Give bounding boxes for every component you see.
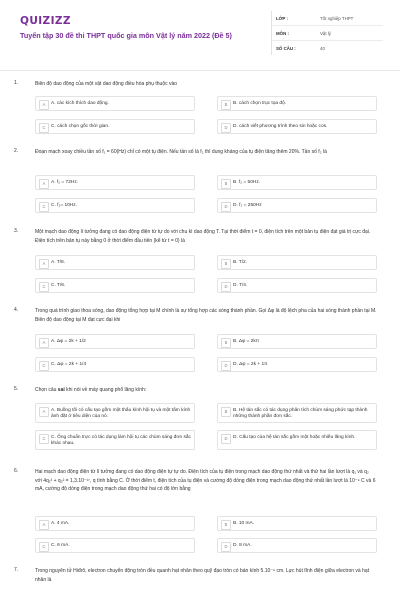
option-text: D. 8 mA. (233, 543, 252, 548)
option-letter: A (39, 520, 49, 530)
meta-key: SỐ CÂU : (276, 45, 296, 51)
option-text: D. Cấu tạo của hệ tán sắc gồm một hoặc nhiều lăng kính. (233, 435, 356, 440)
question-text-pre: Chọn câu (35, 387, 58, 393)
option-b[interactable] (217, 516, 377, 531)
option-b[interactable] (217, 96, 377, 111)
question-number: 5. (14, 386, 19, 392)
meta-table (271, 11, 383, 55)
question-number: 2. (14, 148, 19, 154)
option-text: D. cách viết phương trình theo sin hoặc cos. (233, 124, 328, 129)
option-text: B. T/2. (233, 260, 248, 265)
question-text-post: khi nói về máy quang phổ lăng kính: (64, 387, 147, 393)
meta-value: 40 (320, 45, 325, 51)
option-letter: C (39, 361, 49, 371)
option-text: B. f₂ = 50Hz. (233, 180, 261, 185)
document-title: Tuyển tập 30 đề thi THPT quốc gia môn Vật lý năm 2022 (Đề 5) (20, 31, 232, 40)
option-text: B. 10 mA. (233, 521, 255, 526)
option-letter: A (39, 100, 49, 110)
option-text: D. T/4. (233, 283, 248, 288)
option-letter: A (39, 338, 49, 348)
option-letter: C (39, 542, 49, 552)
option-text: B. Δφ = 2kπ (233, 339, 260, 344)
option-letter: D (221, 282, 231, 292)
option-letter: D (221, 434, 231, 444)
option-text: A. Buồng tối có cấu tạo gồm một thấu kính hội tụ và một tấm kính ảnh đặt ở tiêu diện của nó. (51, 408, 191, 419)
question-text: Đoạn mạch xoay chiều tần số f₁ = 60(Hz) chỉ có một tụ điện. Nếu tần số là f₂ thì dung kháng của tụ điện tăng thêm 20%. Tần số f₂ là (35, 149, 327, 155)
option-text: A. T/8. (51, 260, 66, 265)
question-text-emphasis: sai (57, 387, 65, 393)
option-letter: C (39, 202, 49, 212)
meta-value: Vật lý (320, 30, 331, 36)
question-number: 4. (14, 307, 19, 313)
option-b[interactable] (217, 334, 377, 349)
option-a[interactable] (35, 175, 195, 190)
question-text: Trong quá trình giao thoa sóng, dao động tổng hợp tại M chính là sự tổng hợp các sóng thành phần. Gọi Δφ là độ lệch pha của hai sóng thành phần tại M. Biên độ dao động tại M đạt cực đại khi (35, 308, 377, 323)
quizizz-logo: QUIZIZZ (20, 15, 71, 27)
option-b[interactable] (217, 175, 377, 190)
option-text: A. 4 mA. (51, 521, 70, 526)
question-text: Trong nguyên tử Hiđrô, electron chuyển động tròn đều quanh hạt nhân theo quỹ đạo tròn có bán kính 5.10⁻⁹ cm. Lực hút tĩnh điện giữa electron và hạt nhân là (35, 568, 370, 583)
option-c[interactable] (35, 119, 195, 134)
option-d[interactable] (217, 278, 377, 293)
question-text: Một mạch dao động lí tưởng đang có dao động điện từ tự do với chu kì dao động T. Tại thời điểm t = 0, điện tích trên một bản tụ điện đạt giá trị cực đại. Điện tích trên bản tụ này bằng 0 ở thời điểm đầu tiên (kể từ t = 0) là (35, 229, 371, 244)
option-d[interactable] (217, 357, 377, 372)
question-text: Biên độ dao động của một vật dao động điều hòa phụ thuộc vào (35, 81, 178, 87)
option-letter: C (39, 123, 49, 133)
meta-row-class (272, 11, 383, 26)
option-text: C. f₂= 10Hz. (51, 203, 77, 208)
option-d[interactable] (217, 198, 377, 213)
option-b[interactable] (217, 403, 377, 423)
option-text: D. Δφ = 2k + 1π (233, 362, 268, 367)
option-d[interactable] (217, 538, 377, 553)
question-text (35, 386, 377, 395)
header-divider (0, 70, 400, 71)
option-letter: B (221, 100, 231, 110)
option-a[interactable] (35, 403, 195, 423)
option-letter: A (39, 407, 49, 417)
option-letter: B (221, 520, 231, 530)
option-letter: D (221, 542, 231, 552)
option-letter: D (221, 123, 231, 133)
meta-key: LỚP : (276, 15, 288, 21)
option-letter: B (221, 407, 231, 417)
question-number: 7. (14, 567, 19, 573)
option-text: B. cách chọn trục tọa độ. (233, 101, 287, 106)
question-number: 3. (14, 228, 19, 234)
option-a[interactable] (35, 516, 195, 531)
option-c[interactable] (35, 538, 195, 553)
option-text: B. Hệ tán sắc có tác dụng phân tích chùm sáng phức tạp thành những thành phần đơn sắc. (233, 408, 368, 419)
meta-row-count (272, 41, 383, 55)
option-text: C. Δφ = 2k + 1/4 (51, 362, 87, 367)
option-letter: D (221, 202, 231, 212)
option-text: A. Δφ = 2k + 1/2 (51, 339, 86, 344)
meta-key: MÔN : (276, 30, 289, 36)
option-text: C. T/6. (51, 283, 66, 288)
option-c[interactable] (35, 430, 195, 450)
option-letter: B (221, 338, 231, 348)
option-text: A. f₂ = 72Hz. (51, 180, 79, 185)
option-a[interactable] (35, 96, 195, 111)
question-text: Hai mạch dao động điện từ lí tưởng đang có dao động điện tự tự do. Điện tích của tụ điện trong mạch dao động thứ nhất và thứ hai lần lượt là q₁ và q₂ với 4q₁² + q₂² = 1,3.10⁻¹⁷, q tính bằng C. Ở thời điểm t, điện tích của tụ điện và cường độ dòng điện trong mạch dao động thứ nhất lần lượt là 10⁻⁹ C và 6 mA, cường độ dòng điện trong mạch dao động thứ hai có độ lớn bằng (35, 469, 376, 493)
option-text: A. các kích thích dao động. (51, 101, 109, 106)
option-text: C. 6 mA. (51, 543, 70, 548)
option-d[interactable] (217, 430, 377, 450)
question-number: 1. (14, 80, 19, 86)
option-letter: A (39, 259, 49, 269)
option-letter: B (221, 179, 231, 189)
meta-value: Tốt nghiệp THPT (320, 15, 354, 21)
option-letter: D (221, 361, 231, 371)
option-d[interactable] (217, 119, 377, 134)
option-letter: C (39, 282, 49, 292)
option-text: D. f₂ = 250Hz (233, 203, 262, 208)
option-letter: C (39, 434, 49, 444)
option-a[interactable] (35, 334, 195, 349)
option-text: C. Ống chuẩn trực có tác dụng làm hội tụ các chùm sáng đơn sắc khác nhau. (51, 435, 191, 446)
option-a[interactable] (35, 255, 195, 270)
option-c[interactable] (35, 198, 195, 213)
option-letter: B (221, 259, 231, 269)
option-b[interactable] (217, 255, 377, 270)
option-c[interactable] (35, 357, 195, 372)
meta-row-subject (272, 26, 383, 41)
option-letter: A (39, 179, 49, 189)
question-number: 6. (14, 468, 19, 474)
option-c[interactable] (35, 278, 195, 293)
option-text: C. cách chọn gốc thời gian. (51, 124, 110, 129)
